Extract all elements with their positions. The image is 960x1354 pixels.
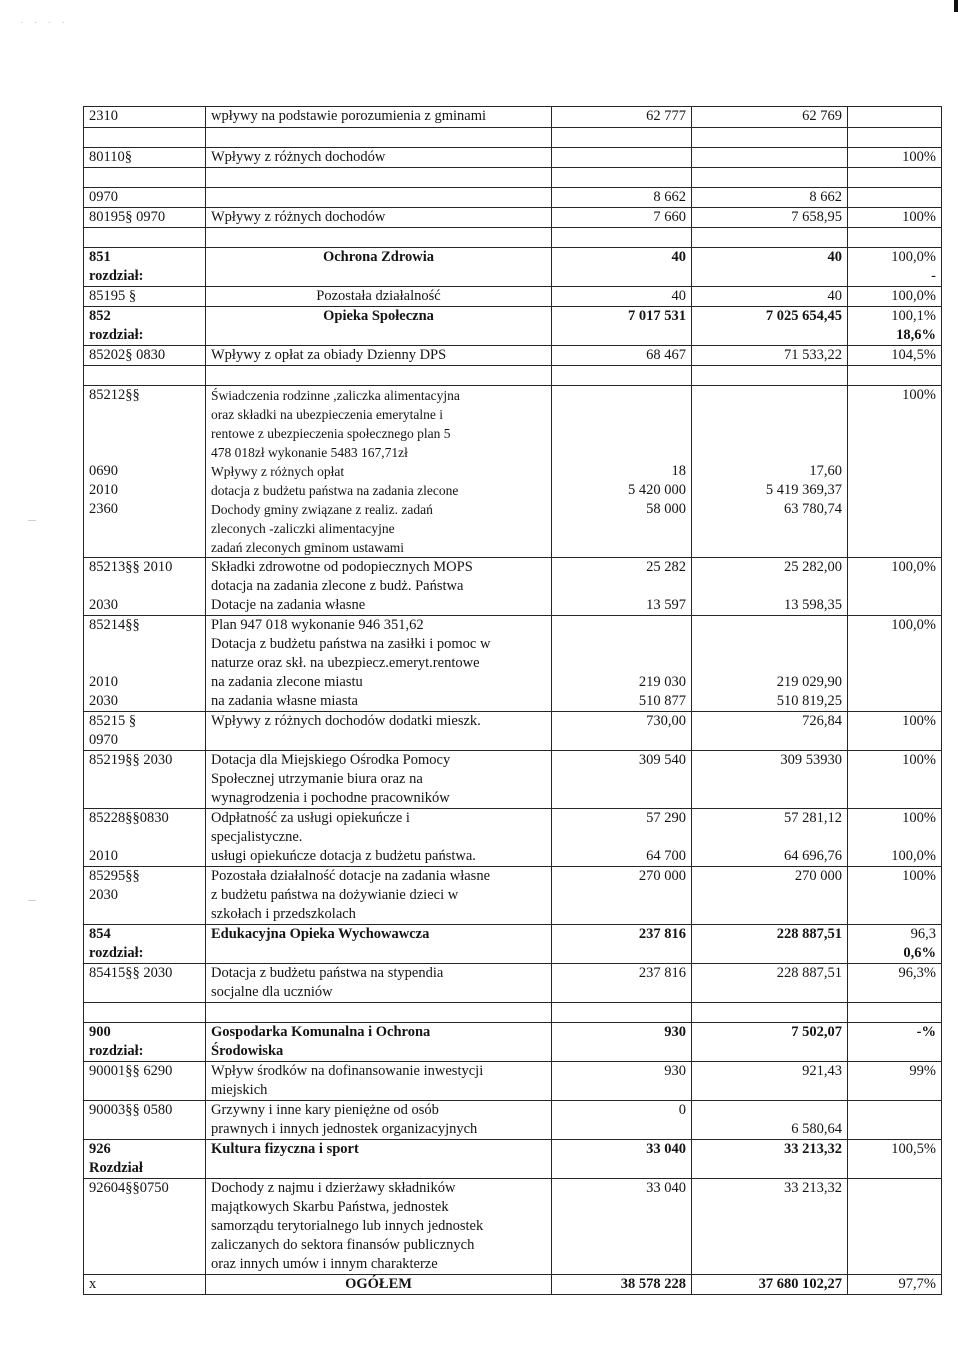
- description-cell: Wpływy z różnych dochodów: [206, 148, 552, 168]
- spacer-row: [84, 1003, 942, 1023]
- execution-cell: 726,84: [692, 712, 848, 751]
- description-cell: Ochrona Zdrowia: [206, 248, 552, 287]
- table-row: [84, 751, 942, 809]
- execution-cell: 219 029,90 510 819,25: [692, 616, 848, 712]
- table-row: [84, 712, 942, 751]
- classification-cell: x: [84, 1275, 206, 1295]
- percent-cell: 100%: [848, 208, 942, 228]
- plan-cell: 33 040: [552, 1140, 692, 1179]
- percent-cell: 99%: [848, 1062, 942, 1101]
- scan-specks: · · · ·: [20, 18, 69, 29]
- description-cell: wpływy na podstawie porozumienia z gminami: [206, 107, 552, 128]
- classification-cell: 852 rozdział:: [84, 307, 206, 346]
- description-cell: Wpływy z opłat za obiady Dzienny DPS: [206, 346, 552, 366]
- classification-cell: 85195 §: [84, 287, 206, 307]
- table-row: [84, 1179, 942, 1275]
- table-row: [84, 1023, 942, 1062]
- percent-cell: 96,3 0,6%: [848, 925, 942, 964]
- percent-cell: 100%: [848, 386, 942, 558]
- percent-cell: 100,0%: [848, 558, 942, 616]
- classification-cell: 2310: [84, 107, 206, 128]
- table-row: [84, 964, 942, 1003]
- scan-edge-mark: [28, 520, 36, 521]
- classification-cell: 851 rozdział:: [84, 248, 206, 287]
- classification-cell: 900 rozdział:: [84, 1023, 206, 1062]
- description-cell: Składki zdrowotne od podopiecznych MOPS dotacja na zadania zlecone z budż. Państwa Dotacje na zadania własne: [206, 558, 552, 616]
- total-row: [84, 1275, 942, 1295]
- description-cell: OGÓŁEM: [206, 1275, 552, 1295]
- plan-cell: 62 777: [552, 107, 692, 128]
- plan-cell: 237 816: [552, 925, 692, 964]
- plan-cell: 8 662: [552, 188, 692, 208]
- description-cell: Plan 947 018 wykonanie 946 351,62 Dotacja z budżetu państwa na zasiłki i pomoc w naturze oraz skł. na ubezpiecz.emeryt.rentowe na zadania zlecone miastu na zadania własne miasta: [206, 616, 552, 712]
- description-cell: Wpływy z różnych dochodów dodatki mieszk.: [206, 712, 552, 751]
- execution-cell: 25 282,00 13 598,35: [692, 558, 848, 616]
- percent-cell: 100,5%: [848, 1140, 942, 1179]
- execution-cell: [692, 148, 848, 168]
- percent-cell: 104,5%: [848, 346, 942, 366]
- percent-cell: 100,0% -: [848, 248, 942, 287]
- table-row: [84, 248, 942, 287]
- classification-cell: 90001§§ 6290: [84, 1062, 206, 1101]
- execution-cell: 57 281,12 64 696,76: [692, 809, 848, 867]
- percent-cell: 100%: [848, 867, 942, 925]
- plan-cell: 7 660: [552, 208, 692, 228]
- percent-cell: [848, 107, 942, 128]
- classification-cell: 85219§§ 2030: [84, 751, 206, 809]
- table-row: [84, 307, 942, 346]
- classification-cell: 92604§§0750: [84, 1179, 206, 1275]
- table-row: [84, 287, 942, 307]
- budget-income-table: [83, 106, 942, 1295]
- classification-cell: 80195§ 0970: [84, 208, 206, 228]
- description-cell: Pozostała działalność: [206, 287, 552, 307]
- plan-cell: 68 467: [552, 346, 692, 366]
- plan-cell: 40: [552, 287, 692, 307]
- plan-cell: 930: [552, 1062, 692, 1101]
- table-row: [84, 616, 942, 712]
- percent-cell: 100%: [848, 148, 942, 168]
- execution-cell: 33 213,32: [692, 1179, 848, 1275]
- plan-cell: 270 000: [552, 867, 692, 925]
- percent-cell: [848, 1101, 942, 1140]
- percent-cell: 100,0%: [848, 287, 942, 307]
- plan-cell: 0: [552, 1101, 692, 1140]
- execution-cell: 6 580,64: [692, 1101, 848, 1140]
- plan-cell: 57 290 64 700: [552, 809, 692, 867]
- plan-cell: 33 040: [552, 1179, 692, 1275]
- scan-edge-mark: [28, 900, 36, 901]
- table-row: [84, 188, 942, 208]
- execution-cell: 309 53930: [692, 751, 848, 809]
- plan-cell: 730,00: [552, 712, 692, 751]
- percent-cell: 100,0%: [848, 616, 942, 712]
- execution-cell: 228 887,51: [692, 925, 848, 964]
- plan-cell: 7 017 531: [552, 307, 692, 346]
- percent-cell: 100%: [848, 712, 942, 751]
- classification-cell: 85214§§ 2010 2030: [84, 616, 206, 712]
- execution-cell: 8 662: [692, 188, 848, 208]
- description-cell: Opieka Społeczna: [206, 307, 552, 346]
- table-row: [84, 809, 942, 867]
- plan-cell: 18 5 420 000 58 000: [552, 386, 692, 558]
- plan-cell: [552, 148, 692, 168]
- execution-cell: 40: [692, 248, 848, 287]
- percent-cell: 100% 100,0%: [848, 809, 942, 867]
- percent-cell: 96,3%: [848, 964, 942, 1003]
- execution-cell: 37 680 102,27: [692, 1275, 848, 1295]
- description-cell: Odpłatność za usługi opiekuńcze i specjalistyczne. usługi opiekuńcze dotacja z budżetu państwa.: [206, 809, 552, 867]
- classification-cell: 85213§§ 2010 2030: [84, 558, 206, 616]
- execution-cell: 7 658,95: [692, 208, 848, 228]
- classification-cell: 0970: [84, 188, 206, 208]
- classification-cell: 854 rozdział:: [84, 925, 206, 964]
- execution-cell: 7 025 654,45: [692, 307, 848, 346]
- execution-cell: 270 000: [692, 867, 848, 925]
- plan-cell: 25 282 13 597: [552, 558, 692, 616]
- classification-cell: 85215 § 0970: [84, 712, 206, 751]
- plan-cell: 38 578 228: [552, 1275, 692, 1295]
- execution-cell: 17,60 5 419 369,37 63 780,74: [692, 386, 848, 558]
- description-cell: Dotacja dla Miejskiego Ośrodka Pomocy Społecznej utrzymanie biura oraz na wynagrodzenia i pochodne pracowników: [206, 751, 552, 809]
- description-cell: Wpływy z różnych dochodów: [206, 208, 552, 228]
- spacer-row: [84, 228, 942, 248]
- description-cell: Edukacyjna Opieka Wychowawcza: [206, 925, 552, 964]
- percent-cell: 97,7%: [848, 1275, 942, 1295]
- percent-cell: 100,1% 18,6%: [848, 307, 942, 346]
- execution-cell: 71 533,22: [692, 346, 848, 366]
- classification-cell: 85415§§ 2030: [84, 964, 206, 1003]
- percent-cell: -%: [848, 1023, 942, 1062]
- execution-cell: 228 887,51: [692, 964, 848, 1003]
- description-cell: Grzywny i inne kary pieniężne od osób prawnych i innych jednostek organizacyjnych: [206, 1101, 552, 1140]
- plan-cell: 40: [552, 248, 692, 287]
- plan-cell: 309 540: [552, 751, 692, 809]
- table-row: [84, 867, 942, 925]
- execution-cell: 40: [692, 287, 848, 307]
- spacer-row: [84, 128, 942, 148]
- execution-cell: 7 502,07: [692, 1023, 848, 1062]
- plan-cell: 219 030 510 877: [552, 616, 692, 712]
- description-cell: Gospodarka Komunalna i Ochrona Środowiska: [206, 1023, 552, 1062]
- table-row: [84, 925, 942, 964]
- table-row: [84, 1140, 942, 1179]
- description-cell: [206, 188, 552, 208]
- classification-cell: 926 Rozdział: [84, 1140, 206, 1179]
- description-cell: Wpływ środków na dofinansowanie inwestycji miejskich: [206, 1062, 552, 1101]
- execution-cell: 33 213,32: [692, 1140, 848, 1179]
- table-row: [84, 1101, 942, 1140]
- percent-cell: [848, 1179, 942, 1275]
- spacer-row: [84, 366, 942, 386]
- plan-cell: 237 816: [552, 964, 692, 1003]
- plan-cell: 930: [552, 1023, 692, 1062]
- classification-cell: 85202§ 0830: [84, 346, 206, 366]
- execution-cell: 62 769: [692, 107, 848, 128]
- table-row: [84, 148, 942, 168]
- table-row: [84, 558, 942, 616]
- spacer-row: [84, 168, 942, 188]
- percent-cell: [848, 188, 942, 208]
- description-cell: Świadczenia rodzinne ,zaliczka alimentacyjna oraz składki na ubezpieczenia emerytalne i rentowe z ubezpieczenia społecznego plan 5 478 018zł wykonanie 5483 167,71zł Wpływy z różnych opłat dotacja z budżetu państwa na zadania zlecone Dochody gminy związane z realiz. zadań zleconych -zaliczki alimentacyjne zadań zleconych gminom ustawami: [206, 386, 552, 558]
- classification-cell: 90003§§ 0580: [84, 1101, 206, 1140]
- table-row: [84, 346, 942, 366]
- table-row: [84, 1062, 942, 1101]
- classification-cell: 80110§: [84, 148, 206, 168]
- description-cell: Dochody z najmu i dzierżawy składników majątkowych Skarbu Państwa, jednostek samorządu terytorialnego lub innych jednostek zaliczanych do sektora finansów publicznych oraz innych umów i innym charakterze: [206, 1179, 552, 1275]
- execution-cell: 921,43: [692, 1062, 848, 1101]
- percent-cell: 100%: [848, 751, 942, 809]
- classification-cell: 85295§§ 2030: [84, 867, 206, 925]
- table-row: [84, 386, 942, 558]
- scan-corner-mark: [954, 0, 958, 12]
- classification-cell: 85212§§ 0690 2010 2360: [84, 386, 206, 558]
- description-cell: Pozostała działalność dotacje na zadania własne z budżetu państwa na dożywianie dzieci w szkołach i przedszkolach: [206, 867, 552, 925]
- description-cell: Dotacja z budżetu państwa na stypendia socjalne dla uczniów: [206, 964, 552, 1003]
- classification-cell: 85228§§0830 2010: [84, 809, 206, 867]
- description-cell: Kultura fizyczna i sport: [206, 1140, 552, 1179]
- table-row: [84, 107, 942, 128]
- table-row: [84, 208, 942, 228]
